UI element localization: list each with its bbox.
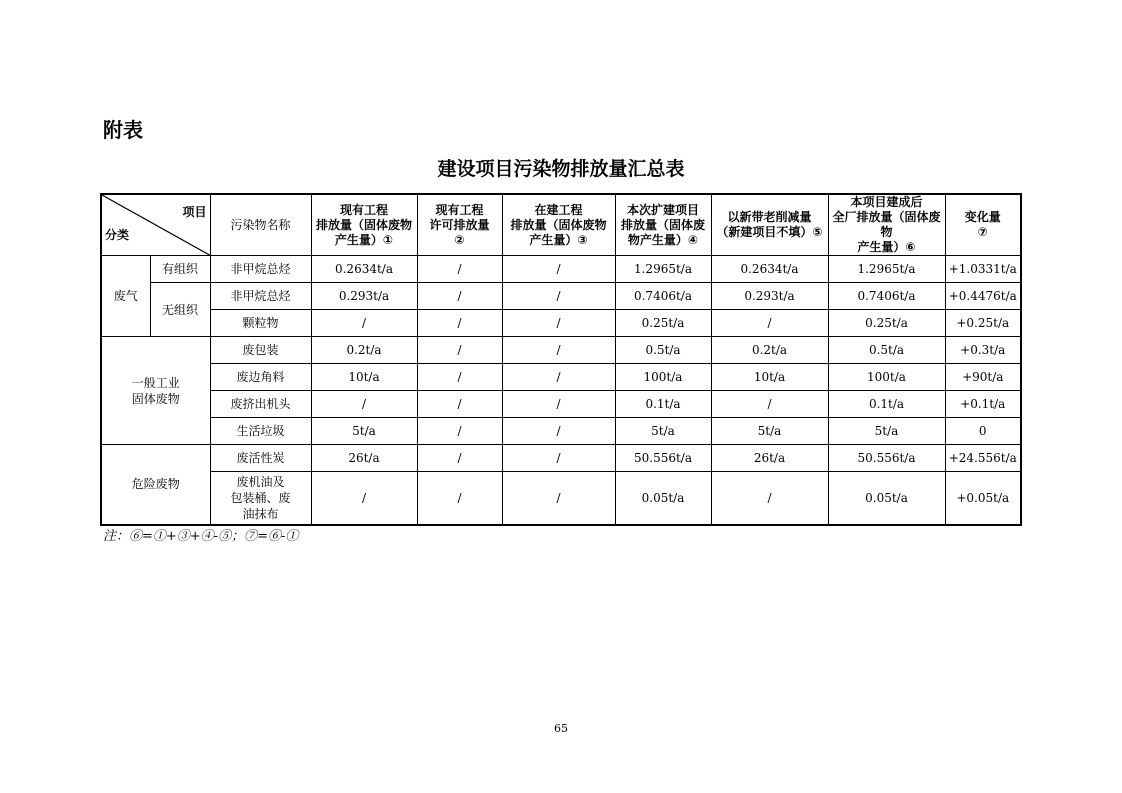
value-cell: 0.2634t/a	[311, 256, 417, 283]
value-cell: /	[502, 256, 615, 283]
value-cell: +0.4476t/a	[945, 283, 1021, 310]
pollutant-name: 废机油及 包装桶、废 油抹布	[210, 472, 311, 525]
value-cell: /	[711, 391, 828, 418]
value-cell: /	[417, 256, 502, 283]
value-cell: 0.5t/a	[615, 337, 711, 364]
value-cell: /	[502, 472, 615, 525]
header-under-construction: 在建工程 排放量（固体废物 产生量）③	[502, 194, 615, 256]
value-cell: 0.5t/a	[828, 337, 945, 364]
corner-header-cell	[101, 194, 210, 256]
value-cell: 26t/a	[711, 445, 828, 472]
value-cell: +90t/a	[945, 364, 1021, 391]
value-cell: 0.2t/a	[311, 337, 417, 364]
value-cell: +1.0331t/a	[945, 256, 1021, 283]
header-total-after: 本项目建成后 全厂排放量（固体废物 产生量）⑥	[828, 194, 945, 256]
value-cell: 5t/a	[615, 418, 711, 445]
value-cell: +0.05t/a	[945, 472, 1021, 525]
value-cell: 0.25t/a	[828, 310, 945, 337]
pollutant-name: 废活性炭	[210, 445, 311, 472]
table-row	[101, 418, 1021, 445]
value-cell: 26t/a	[311, 445, 417, 472]
value-cell: 0.2t/a	[711, 337, 828, 364]
table-row	[101, 283, 1021, 310]
value-cell: /	[417, 310, 502, 337]
value-cell: /	[502, 283, 615, 310]
value-cell: 5t/a	[311, 418, 417, 445]
header-existing-permit: 现有工程 许可排放量 ②	[417, 194, 502, 256]
category-hazardous-waste: 危险废物	[101, 445, 210, 525]
header-expansion-emission: 本次扩建项目 排放量（固体废 物产生量）④	[615, 194, 711, 256]
value-cell: /	[417, 364, 502, 391]
value-cell: /	[417, 337, 502, 364]
value-cell: /	[311, 310, 417, 337]
header-row	[101, 194, 1021, 256]
value-cell: 0.1t/a	[615, 391, 711, 418]
value-cell: 0.25t/a	[615, 310, 711, 337]
value-cell: /	[711, 310, 828, 337]
value-cell: +0.3t/a	[945, 337, 1021, 364]
value-cell: /	[417, 418, 502, 445]
corner-item-label: 项目	[182, 205, 207, 219]
value-cell: +24.556t/a	[945, 445, 1021, 472]
value-cell: +0.25t/a	[945, 310, 1021, 337]
value-cell: /	[711, 472, 828, 525]
table-row	[101, 364, 1021, 391]
pollutant-summary-table	[100, 193, 1022, 526]
page-number: 65	[554, 722, 568, 735]
pollutant-name: 非甲烷总烃	[210, 283, 311, 310]
subcategory-unorganized: 无组织	[150, 283, 210, 337]
value-cell: 50.556t/a	[615, 445, 711, 472]
value-cell: /	[502, 391, 615, 418]
value-cell: 0.05t/a	[828, 472, 945, 525]
value-cell: 0.293t/a	[711, 283, 828, 310]
table-row	[101, 310, 1021, 337]
pollutant-name: 非甲烷总烃	[210, 256, 311, 283]
value-cell: 50.556t/a	[828, 445, 945, 472]
pollutant-name: 废边角料	[210, 364, 311, 391]
value-cell: 0	[945, 418, 1021, 445]
value-cell: 1.2965t/a	[615, 256, 711, 283]
value-cell: 100t/a	[828, 364, 945, 391]
pollutant-name: 生活垃圾	[210, 418, 311, 445]
value-cell: 0.7406t/a	[615, 283, 711, 310]
value-cell: /	[417, 283, 502, 310]
appendix-label: 附表	[103, 118, 143, 142]
value-cell: 0.05t/a	[615, 472, 711, 525]
value-cell: 0.293t/a	[311, 283, 417, 310]
value-cell: 0.2634t/a	[711, 256, 828, 283]
value-cell: /	[417, 472, 502, 525]
value-cell: /	[502, 337, 615, 364]
value-cell: /	[502, 445, 615, 472]
pollutant-name: 废挤出机头	[210, 391, 311, 418]
table-title: 建设项目污染物排放量汇总表	[437, 158, 685, 180]
value-cell: /	[311, 391, 417, 418]
value-cell: /	[502, 310, 615, 337]
category-general-solid-waste: 一般工业 固体废物	[101, 337, 210, 445]
table-row	[101, 337, 1021, 364]
table-row	[101, 472, 1021, 525]
value-cell: 5t/a	[828, 418, 945, 445]
pollutant-name: 废包装	[210, 337, 311, 364]
value-cell: 5t/a	[711, 418, 828, 445]
value-cell: /	[417, 391, 502, 418]
value-cell: 0.7406t/a	[828, 283, 945, 310]
corner-category-label: 分类	[105, 228, 130, 242]
value-cell: 10t/a	[711, 364, 828, 391]
header-pollutant-name: 污染物名称	[210, 194, 311, 256]
header-existing-emission: 现有工程 排放量（固体废物 产生量）①	[311, 194, 417, 256]
value-cell: +0.1t/a	[945, 391, 1021, 418]
header-change: 变化量 ⑦	[945, 194, 1021, 256]
table-row	[101, 391, 1021, 418]
value-cell: /	[502, 418, 615, 445]
value-cell: 1.2965t/a	[828, 256, 945, 283]
value-cell: 10t/a	[311, 364, 417, 391]
category-waste-gas: 废气	[101, 256, 150, 337]
header-reduction: 以新带老削减量 （新建项目不填）⑤	[711, 194, 828, 256]
value-cell: /	[417, 445, 502, 472]
value-cell: 100t/a	[615, 364, 711, 391]
pollutant-name: 颗粒物	[210, 310, 311, 337]
diagonal-line	[102, 195, 210, 255]
value-cell: /	[311, 472, 417, 525]
value-cell: /	[502, 364, 615, 391]
table-row	[101, 256, 1021, 283]
value-cell: 0.1t/a	[828, 391, 945, 418]
table-row	[101, 445, 1021, 472]
formula-note: 注：⑥=①+③+④-⑤；⑦=⑥-①	[103, 529, 299, 544]
subcategory-organized: 有组织	[150, 256, 210, 283]
